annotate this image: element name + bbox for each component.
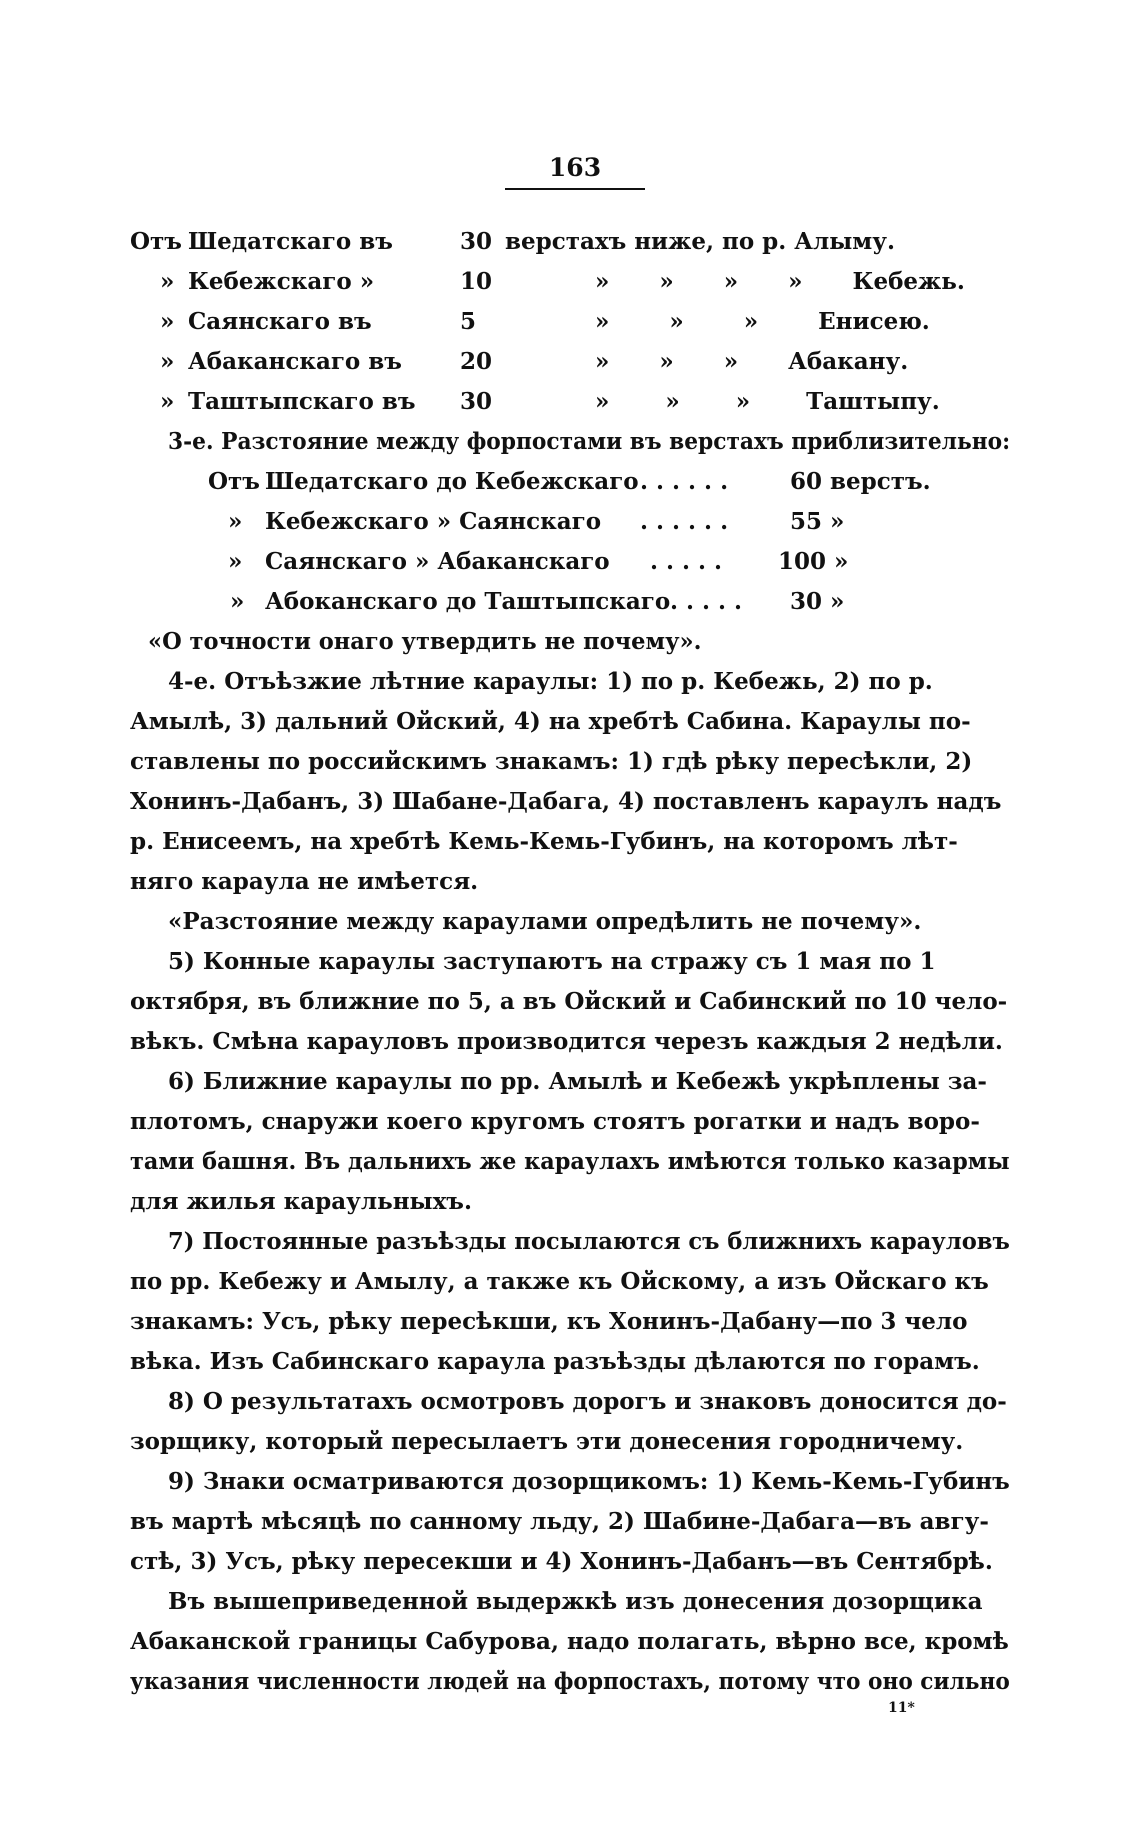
row-from: Саянскаго въ xyxy=(188,308,372,335)
row-value: 100 » xyxy=(778,548,849,575)
row-value: 10 xyxy=(460,268,493,295)
row-from: Абоканскаго до Таштыпскаго xyxy=(265,588,671,615)
row-rest: » » » Таштыпу. xyxy=(595,388,940,415)
row-value: 30 » xyxy=(790,588,845,615)
text-line: зорщику, который пересылаетъ эти донесения городничему. xyxy=(130,1428,964,1455)
row-prefix: Отъ xyxy=(130,228,182,255)
row-from: Абаканскаго въ xyxy=(188,348,402,375)
text-line: по рр. Кебежу и Амылу, а также къ Ойскому, а изъ Ойскаго къ xyxy=(130,1268,989,1295)
text-line: вѣка. Изъ Сабинскаго караула разъѣзды дѣлаются по горамъ. xyxy=(130,1348,980,1375)
table-row xyxy=(130,262,1010,302)
row-rest: » » » Енисею. xyxy=(595,308,930,335)
row-dots: . . . . . . xyxy=(640,508,729,535)
section-heading: 3-е. Разстояние между форпостами въ верстахъ приблизительно: xyxy=(168,428,1011,455)
text-line: указания численности людей на форпостахъ, потому что оно сильно xyxy=(130,1668,1010,1695)
row-from: Шедатскаго въ xyxy=(188,228,393,255)
row-value: 20 xyxy=(460,348,493,375)
table-row xyxy=(130,582,1010,622)
text-line: стѣ, 3) Усъ, рѣку пересекши и 4) Хонинъ-Дабанъ—въ Сентябрѣ. xyxy=(130,1548,993,1575)
row-value: 55 » xyxy=(790,508,845,535)
text-line: ставлены по российскимъ знакамъ: 1) гдѣ рѣку пересѣкли, 2) xyxy=(130,748,973,775)
row-value: 60 верстъ. xyxy=(790,468,931,495)
text-line: тами башня. Въ дальнихъ же караулахъ имѣются только казармы xyxy=(130,1148,1010,1175)
table-row xyxy=(130,222,1010,262)
text-line: для жилья караульныхъ. xyxy=(130,1188,472,1215)
text-line: няго караула не имѣется. xyxy=(130,868,479,895)
text-line: октября, въ ближние по 5, а въ Ойский и Сабинский по 10 чело- xyxy=(130,988,1008,1015)
signature-mark: 11* xyxy=(888,1700,915,1716)
row-from: Кебежскаго » Саянскаго xyxy=(265,508,602,535)
text-line: Абаканской границы Сабурова, надо полагать, вѣрно все, кромѣ xyxy=(130,1628,1009,1655)
text-line: 8) О результатахъ осмотровъ дорогъ и знаковъ доносится до- xyxy=(168,1388,1007,1415)
text-line: 5) Конные караулы заступаютъ на стражу съ 1 мая по 1 xyxy=(168,948,936,975)
text-line: Въ вышеприведенной выдержкѣ изъ донесения дозорщика xyxy=(168,1588,983,1615)
page-number-rule xyxy=(505,188,645,190)
row-prefix: » xyxy=(228,508,243,535)
row-prefix: Отъ xyxy=(208,468,260,495)
row-from: Шедатскаго до Кебежскаго xyxy=(265,468,639,495)
row-rest: » » » » Кебежь. xyxy=(595,268,965,295)
section-note: «О точности онаго утвердить не почему». xyxy=(148,628,702,655)
text-line: Амылѣ, 3) дальний Ойский, 4) на хребтѣ Сабина. Караулы по- xyxy=(130,708,971,735)
text-line: въ мартѣ мѣсяцѣ по санному льду, 2) Шабине-Дабага—въ авгу- xyxy=(130,1508,989,1535)
text-line: р. Енисеемъ, на хребтѣ Кемь-Кемь-Губинъ, на которомъ лѣт- xyxy=(130,828,958,855)
row-from: Таштыпскаго въ xyxy=(188,388,416,415)
row-prefix: » xyxy=(160,348,175,375)
text-line: 4-е. Отъѣзжие лѣтние караулы: 1) по р. Кебежь, 2) по р. xyxy=(168,668,933,695)
row-dots: . . . . . xyxy=(670,588,743,615)
row-prefix: » xyxy=(160,268,175,295)
table-row xyxy=(130,502,1010,542)
text-line: Хонинъ-Дабанъ, 3) Шабане-Дабага, 4) поставленъ караулъ надъ xyxy=(130,788,1002,815)
table-row xyxy=(130,382,1010,422)
row-prefix: » xyxy=(230,588,245,615)
row-dots: . . . . . xyxy=(650,548,723,575)
row-value: 30 xyxy=(460,388,493,415)
text-line: 9) Знаки осматриваются дозорщикомъ: 1) Кемь-Кемь-Губинъ xyxy=(168,1468,1010,1495)
row-value: 5 xyxy=(460,308,477,335)
table-row xyxy=(130,462,1010,502)
text-line: плотомъ, снаружи коего кругомъ стоятъ рогатки и надъ воро- xyxy=(130,1108,980,1135)
text-line: 7) Постоянные разъѣзды посылаются съ ближнихъ карауловъ xyxy=(168,1228,1010,1255)
text-line: 6) Ближние караулы по рр. Амылѣ и Кебежѣ укрѣплены за- xyxy=(168,1068,987,1095)
row-value: 30 xyxy=(460,228,493,255)
row-from: Саянскаго » Абаканскаго xyxy=(265,548,610,575)
row-rest: » » » Абакану. xyxy=(595,348,909,375)
table-row xyxy=(130,342,1010,382)
table-row xyxy=(130,542,1010,582)
table-row xyxy=(130,302,1010,342)
row-dots: . . . . . . xyxy=(640,468,729,495)
row-prefix: » xyxy=(160,308,175,335)
text-line: «Разстояние между караулами опредѣлить не почему». xyxy=(168,908,922,935)
text-line: знакамъ: Усъ, рѣку пересѣкши, къ Хонинъ-Дабану—по 3 чело xyxy=(130,1308,968,1335)
page-number: 163 xyxy=(548,153,602,182)
row-prefix: » xyxy=(228,548,243,575)
row-prefix: » xyxy=(160,388,175,415)
row-rest: верстахъ ниже, по р. Алыму. xyxy=(505,228,895,255)
text-line: вѣкъ. Смѣна карауловъ производится черезъ каждыя 2 недѣли. xyxy=(130,1028,1003,1055)
row-from: Кебежскаго » xyxy=(188,268,375,295)
